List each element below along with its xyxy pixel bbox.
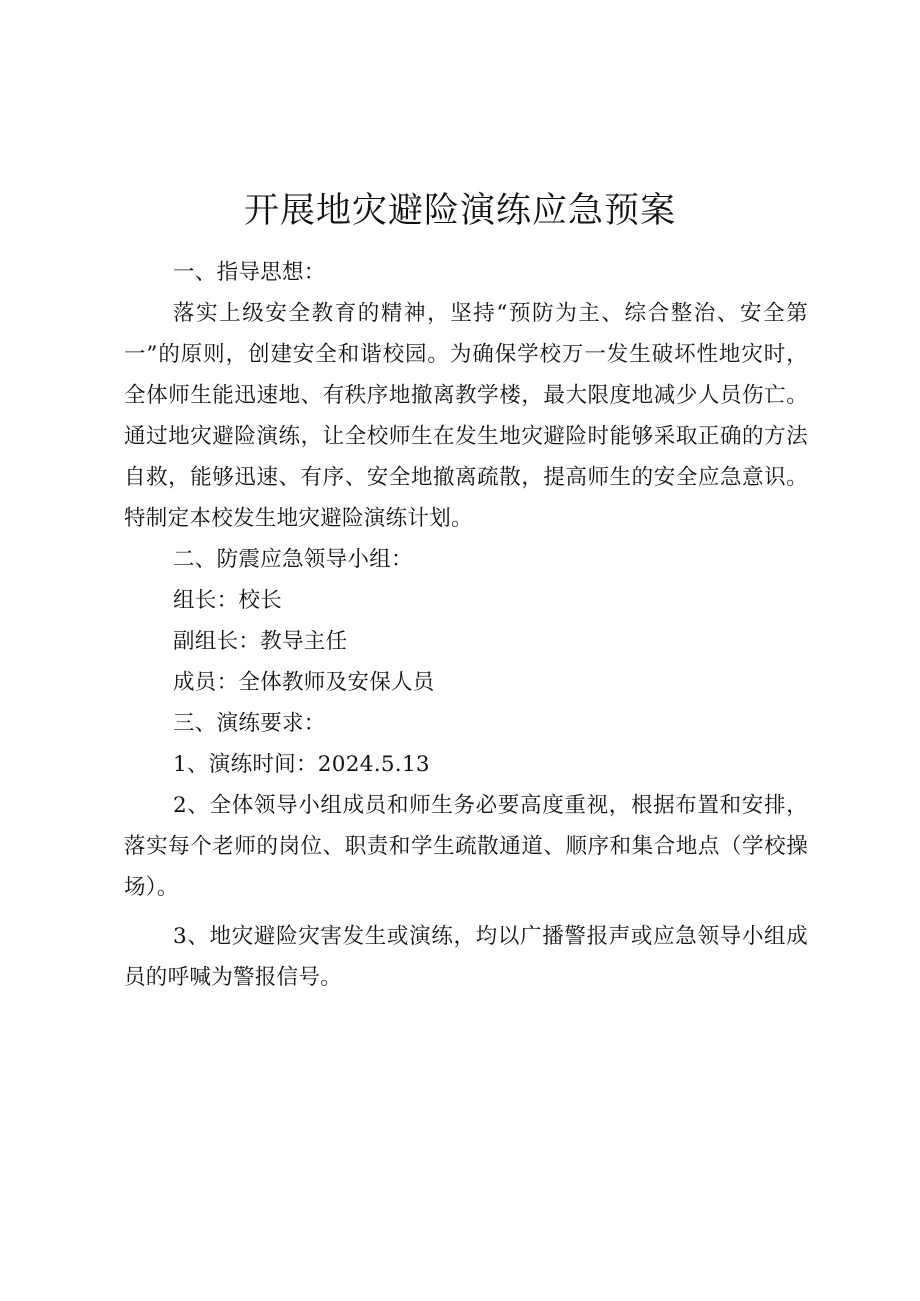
document-title: 开展地灾避险演练应急预案 <box>243 191 676 231</box>
document-body <box>124 252 808 998</box>
section-3-item-3: 3、地灾避险灾害发生或演练，均以广播警报声或应急领导小组成员的呼喊为警报信号。 <box>124 924 808 990</box>
section-3-item-2: 2、全体领导小组成员和师生务必要高度重视，根据布置和安排，落实每个老师的岗位、职责和学生疏散通道、顺序和集合地点（学校操场）。 <box>124 793 808 900</box>
section-2-heading: 二、防震应急领导小组： <box>173 547 413 572</box>
section-1-paragraph: 落实上级安全教育的精神，坚持“预防为主、综合整治、安全第一”的原则，创建安全和谐校园。为确保学校万一发生破坏性地灾时，全体师生能迅速地、有秩序地撤离教学楼，最大限度地减少人员伤亡。通过地灾避险演练，让全校师生在发生地灾避险时能够采取正确的方法自救，能够迅速、有序、安全地撤离疏散，提高师生的安全应急意识。特制定本校发生地灾避险演练计划。 <box>124 301 808 531</box>
section-3-heading: 三、演练要求： <box>173 711 326 736</box>
section-2-deputy: 副组长：教导主任 <box>173 629 348 654</box>
section-2-leader: 组长：校长 <box>173 588 283 613</box>
section-2-members: 成员：全体教师及安保人员 <box>173 670 435 695</box>
section-1-heading: 一、指导思想： <box>173 260 326 285</box>
section-3-item-1: 1、演练时间：2024.5.13 <box>173 752 430 777</box>
